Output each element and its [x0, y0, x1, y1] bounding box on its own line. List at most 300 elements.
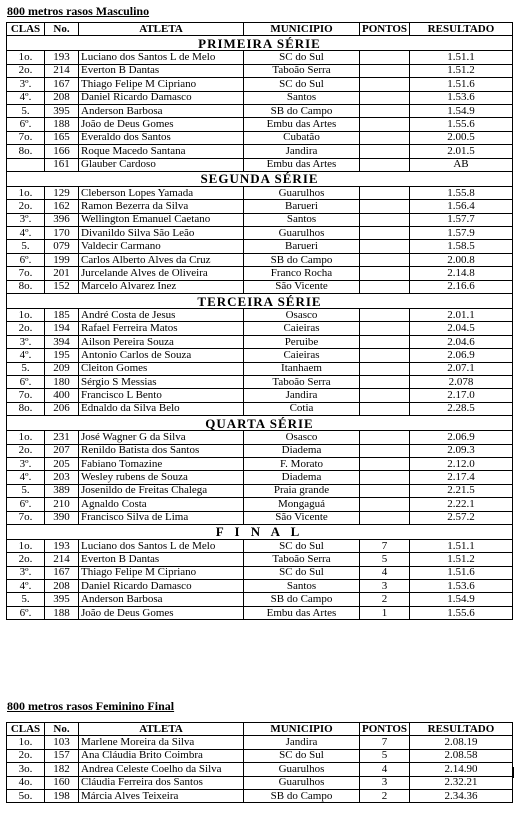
cell-pontos [360, 158, 410, 171]
cell-atleta: Luciano dos Santos L de Melo [79, 539, 244, 552]
header-pontos: PONTOS [360, 23, 410, 36]
cell-resultado: 2.16.6 [410, 280, 513, 293]
series-title: TERCEIRA SÉRIE [7, 294, 513, 309]
cell-atleta: Antonio Carlos de Souza [79, 349, 244, 362]
cell-municipio: Mongaguá [244, 498, 360, 511]
cell-no: 206 [45, 402, 79, 415]
table-row [7, 240, 513, 253]
cell-atleta: Cleiton Gomes [79, 362, 244, 375]
series-header-row [7, 36, 513, 51]
header-resultado: RESULTADO [410, 723, 513, 736]
cell-no: 205 [45, 457, 79, 470]
cell-clas [7, 158, 45, 171]
table-row [7, 375, 513, 388]
cell-resultado: 1.58.5 [410, 240, 513, 253]
cell-pontos [360, 484, 410, 497]
cell-atleta: Jurcelande Alves de Oliveira [79, 267, 244, 280]
table-row [7, 267, 513, 280]
cell-pontos: 5 [360, 553, 410, 566]
cell-resultado: 2.06.9 [410, 349, 513, 362]
cell-no: 079 [45, 240, 79, 253]
cell-clas: 2o. [7, 200, 45, 213]
cell-no: 152 [45, 280, 79, 293]
table-row [7, 145, 513, 158]
cell-clas: 1o. [7, 186, 45, 199]
cell-no: 194 [45, 322, 79, 335]
cell-pontos: 3 [360, 580, 410, 593]
cell-resultado: 2.32.21 [410, 776, 513, 789]
cell-municipio: Diadema [244, 444, 360, 457]
cell-resultado: 2.07.1 [410, 362, 513, 375]
cell-resultado: 2.22.1 [410, 498, 513, 511]
cell-municipio: Taboão Serra [244, 375, 360, 388]
cell-pontos [360, 118, 410, 131]
cell-municipio: Osasco [244, 309, 360, 322]
cell-municipio: Osasco [244, 431, 360, 444]
cell-no: 103 [45, 736, 79, 749]
cell-municipio: SC do Sul [244, 539, 360, 552]
cell-municipio: SB do Campo [244, 104, 360, 117]
cell-pontos: 7 [360, 539, 410, 552]
cell-no: 188 [45, 606, 79, 619]
table-row [7, 789, 513, 802]
cell-clas: 7o. [7, 267, 45, 280]
cell-atleta: Francisco L Bento [79, 389, 244, 402]
cell-no: 157 [45, 749, 79, 762]
cell-pontos [360, 471, 410, 484]
cell-pontos [360, 51, 410, 64]
cell-pontos: 1 [360, 606, 410, 619]
cell-pontos [360, 186, 410, 199]
table-row [7, 253, 513, 266]
cell-resultado: 2.17.4 [410, 471, 513, 484]
cell-clas: 3º. [7, 566, 45, 579]
cell-no: 199 [45, 253, 79, 266]
table-row [7, 511, 513, 524]
text-cursor [512, 767, 514, 778]
table-row [7, 484, 513, 497]
cell-clas: 6º. [7, 375, 45, 388]
cell-resultado: 2.12.0 [410, 457, 513, 470]
cell-no: 214 [45, 64, 79, 77]
cell-no: 394 [45, 335, 79, 348]
cell-resultado: 1.55.6 [410, 606, 513, 619]
table-row [7, 736, 513, 749]
table-row [7, 553, 513, 566]
header-municipio: MUNICIPIO [244, 23, 360, 36]
series-title: PRIMEIRA SÉRIE [7, 36, 513, 51]
cell-municipio: Barueri [244, 200, 360, 213]
cell-pontos [360, 64, 410, 77]
cell-no: 167 [45, 566, 79, 579]
cell-municipio: Embu das Artes [244, 118, 360, 131]
cell-no: 160 [45, 776, 79, 789]
cell-no: 395 [45, 104, 79, 117]
cell-municipio: SB do Campo [244, 593, 360, 606]
cell-resultado: 1.51.6 [410, 566, 513, 579]
cell-pontos [360, 253, 410, 266]
cell-municipio: Guarulhos [244, 763, 360, 776]
table-row [7, 64, 513, 77]
cell-no: 210 [45, 498, 79, 511]
cell-resultado: 2.00.8 [410, 253, 513, 266]
cell-atleta: Agnaldo Costa [79, 498, 244, 511]
cell-municipio: Diadema [244, 471, 360, 484]
cell-clas: 5o. [7, 789, 45, 802]
table-row [7, 471, 513, 484]
cell-clas: 1o. [7, 51, 45, 64]
table-header-row [7, 723, 513, 736]
cell-atleta: Marcelo Alvarez Inez [79, 280, 244, 293]
cell-atleta: Rafael Ferreira Matos [79, 322, 244, 335]
cell-pontos: 5 [360, 749, 410, 762]
cell-municipio: São Vicente [244, 280, 360, 293]
cell-atleta: Divanildo Silva São Leão [79, 227, 244, 240]
cell-no: 193 [45, 51, 79, 64]
cell-resultado: 1.51.2 [410, 553, 513, 566]
cell-pontos [360, 104, 410, 117]
cell-resultado: 1.54.9 [410, 104, 513, 117]
cell-municipio: São Vicente [244, 511, 360, 524]
cell-no: 188 [45, 118, 79, 131]
cell-municipio: SB do Campo [244, 789, 360, 802]
cell-clas: 6º. [7, 118, 45, 131]
cell-no: 203 [45, 471, 79, 484]
series-header-row [7, 416, 513, 431]
cell-clas: 7o. [7, 389, 45, 402]
cell-clas: 1o. [7, 309, 45, 322]
cell-clas: 4º. [7, 349, 45, 362]
cell-no: 231 [45, 431, 79, 444]
cell-resultado: 1.53.6 [410, 91, 513, 104]
cell-atleta: Cláudia Ferreira dos Santos [79, 776, 244, 789]
series-title: QUARTA SÉRIE [7, 416, 513, 431]
cell-atleta: Luciano dos Santos L de Melo [79, 51, 244, 64]
cell-clas: 1o. [7, 736, 45, 749]
table-row [7, 606, 513, 619]
cell-pontos: 4 [360, 763, 410, 776]
table-row [7, 580, 513, 593]
header-no: No. [45, 723, 79, 736]
table-row [7, 431, 513, 444]
series-header-row [7, 524, 513, 539]
cell-atleta: Glauber Cardoso [79, 158, 244, 171]
header-atleta: ATLETA [79, 723, 244, 736]
cell-municipio: F. Morato [244, 457, 360, 470]
cell-no: 400 [45, 389, 79, 402]
series-title: SEGUNDA SÉRIE [7, 171, 513, 186]
cell-municipio: Itanhaem [244, 362, 360, 375]
cell-resultado: 2.078 [410, 375, 513, 388]
cell-resultado: 2.17.0 [410, 389, 513, 402]
cell-clas: 5. [7, 240, 45, 253]
cell-pontos: 7 [360, 736, 410, 749]
cell-atleta: Everaldo dos Santos [79, 131, 244, 144]
cell-no: 161 [45, 158, 79, 171]
cell-municipio: Embu das Artes [244, 158, 360, 171]
cell-clas: 3º. [7, 213, 45, 226]
cell-pontos [360, 145, 410, 158]
table-row [7, 186, 513, 199]
cell-municipio: Caieiras [244, 349, 360, 362]
table-row [7, 362, 513, 375]
table-row [7, 763, 513, 776]
cell-atleta: Renildo Batista dos Santos [79, 444, 244, 457]
cell-no: 180 [45, 375, 79, 388]
cell-clas: 5. [7, 484, 45, 497]
cell-resultado: 2.09.3 [410, 444, 513, 457]
cell-clas: 6º. [7, 498, 45, 511]
table-row [7, 91, 513, 104]
cell-no: 214 [45, 553, 79, 566]
cell-atleta: Thiago Felipe M Cipriano [79, 566, 244, 579]
table-row [7, 200, 513, 213]
results-table-masculino [6, 22, 513, 620]
cell-atleta: Cleberson Lopes Yamada [79, 186, 244, 199]
cell-no: 208 [45, 91, 79, 104]
cell-resultado: 2.00.5 [410, 131, 513, 144]
cell-municipio: SC do Sul [244, 566, 360, 579]
series-header-row [7, 171, 513, 186]
cell-resultado: 1.57.9 [410, 227, 513, 240]
cell-clas: 2o. [7, 444, 45, 457]
cell-atleta: Ailson Pereira Souza [79, 335, 244, 348]
table-row [7, 322, 513, 335]
header-pontos: PONTOS [360, 723, 410, 736]
table-row [7, 498, 513, 511]
cell-atleta: José Wagner G da Silva [79, 431, 244, 444]
cell-pontos [360, 511, 410, 524]
header-clas: CLAS [7, 23, 45, 36]
cell-municipio: Franco Rocha [244, 267, 360, 280]
cell-resultado: 1.51.1 [410, 539, 513, 552]
cell-atleta: Márcia Alves Teixeira [79, 789, 244, 802]
cell-resultado: 2.14.90 [410, 763, 513, 776]
table-row [7, 213, 513, 226]
table-row [7, 444, 513, 457]
cell-clas: 5. [7, 593, 45, 606]
cell-pontos [360, 349, 410, 362]
cell-atleta: Josenildo de Freitas Chalega [79, 484, 244, 497]
cell-clas: 3º. [7, 78, 45, 91]
cell-resultado: 2.14.8 [410, 267, 513, 280]
table-header-row [7, 23, 513, 36]
cell-pontos: 2 [360, 593, 410, 606]
cell-clas: 4º. [7, 580, 45, 593]
cell-pontos [360, 78, 410, 91]
cell-clas: 5. [7, 104, 45, 117]
table-row [7, 158, 513, 171]
table-row [7, 349, 513, 362]
header-resultado: RESULTADO [410, 23, 513, 36]
cell-pontos [360, 267, 410, 280]
header-municipio: MUNICIPIO [244, 723, 360, 736]
cell-clas: 2o. [7, 749, 45, 762]
cell-resultado: 2.04.6 [410, 335, 513, 348]
table-row [7, 51, 513, 64]
cell-resultado: 1.53.6 [410, 580, 513, 593]
cell-resultado: AB [410, 158, 513, 171]
cell-atleta: João de Deus Gomes [79, 118, 244, 131]
cell-atleta: Carlos Alberto Alves da Cruz [79, 253, 244, 266]
table-row [7, 389, 513, 402]
cell-no: 182 [45, 763, 79, 776]
cell-clas: 2o. [7, 322, 45, 335]
table-row [7, 309, 513, 322]
cell-municipio: Guarulhos [244, 227, 360, 240]
section-title-masculino: 800 metros rasos Masculino [7, 4, 150, 18]
cell-no: 170 [45, 227, 79, 240]
cell-pontos [360, 362, 410, 375]
cell-atleta: Thiago Felipe M Cipriano [79, 78, 244, 91]
series-header-row [7, 294, 513, 309]
cell-resultado: 2.28.5 [410, 402, 513, 415]
cell-municipio: Santos [244, 580, 360, 593]
cell-municipio: Guarulhos [244, 186, 360, 199]
cell-no: 395 [45, 593, 79, 606]
cell-atleta: João de Deus Gomes [79, 606, 244, 619]
cell-atleta: Daniel Ricardo Damasco [79, 91, 244, 104]
cell-pontos [360, 375, 410, 388]
cell-municipio: Jandira [244, 389, 360, 402]
cell-resultado: 2.01.5 [410, 145, 513, 158]
header-atleta: ATLETA [79, 23, 244, 36]
cell-clas: 1o. [7, 539, 45, 552]
cell-atleta: Ednaldo da Silva Belo [79, 402, 244, 415]
cell-clas: 3º. [7, 335, 45, 348]
table-row [7, 566, 513, 579]
cell-atleta: Francisco Silva de Lima [79, 511, 244, 524]
cell-clas: 8o. [7, 145, 45, 158]
cell-pontos [360, 389, 410, 402]
cell-no: 201 [45, 267, 79, 280]
table-row [7, 593, 513, 606]
cell-no: 193 [45, 539, 79, 552]
cell-resultado: 2.04.5 [410, 322, 513, 335]
cell-pontos [360, 335, 410, 348]
cell-pontos [360, 91, 410, 104]
cell-clas: 8o. [7, 280, 45, 293]
cell-atleta: Wesley rubens de Souza [79, 471, 244, 484]
cell-resultado: 2.08.19 [410, 736, 513, 749]
table-row [7, 78, 513, 91]
cell-resultado: 2.06.9 [410, 431, 513, 444]
cell-atleta: Roque Macedo Santana [79, 145, 244, 158]
cell-pontos: 4 [360, 566, 410, 579]
cell-clas: 4º. [7, 91, 45, 104]
cell-municipio: Santos [244, 91, 360, 104]
cell-no: 162 [45, 200, 79, 213]
cell-resultado: 2.21.5 [410, 484, 513, 497]
table-row [7, 776, 513, 789]
cell-municipio: Barueri [244, 240, 360, 253]
cell-atleta: Daniel Ricardo Damasco [79, 580, 244, 593]
cell-municipio: SC do Sul [244, 749, 360, 762]
table-row [7, 131, 513, 144]
cell-no: 209 [45, 362, 79, 375]
cell-pontos [360, 322, 410, 335]
cell-no: 396 [45, 213, 79, 226]
cell-clas: 7o. [7, 511, 45, 524]
cell-municipio: Embu das Artes [244, 606, 360, 619]
cell-municipio: Praia grande [244, 484, 360, 497]
cell-municipio: Peruibe [244, 335, 360, 348]
cell-resultado: 1.51.2 [410, 64, 513, 77]
cell-resultado: 2.08.58 [410, 749, 513, 762]
cell-resultado: 1.51.6 [410, 78, 513, 91]
cell-pontos [360, 444, 410, 457]
cell-pontos [360, 200, 410, 213]
cell-atleta: Everton B Dantas [79, 64, 244, 77]
cell-no: 185 [45, 309, 79, 322]
cell-municipio: SB do Campo [244, 253, 360, 266]
cell-municipio: Jandira [244, 145, 360, 158]
cell-pontos [360, 280, 410, 293]
cell-municipio: SC do Sul [244, 51, 360, 64]
cell-pontos: 3 [360, 776, 410, 789]
cell-pontos [360, 498, 410, 511]
cell-no: 207 [45, 444, 79, 457]
cell-municipio: Santos [244, 213, 360, 226]
cell-municipio: Jandira [244, 736, 360, 749]
cell-atleta: Anderson Barbosa [79, 104, 244, 117]
cell-no: 167 [45, 78, 79, 91]
cell-clas: 6º. [7, 253, 45, 266]
cell-municipio: Caieiras [244, 322, 360, 335]
cell-no: 129 [45, 186, 79, 199]
cell-municipio: Cotia [244, 402, 360, 415]
cell-atleta: Sérgio S Messias [79, 375, 244, 388]
cell-no: 208 [45, 580, 79, 593]
cell-resultado: 1.54.9 [410, 593, 513, 606]
header-no: No. [45, 23, 79, 36]
cell-clas: 8o. [7, 402, 45, 415]
cell-clas: 4º. [7, 471, 45, 484]
cell-municipio: Guarulhos [244, 776, 360, 789]
cell-atleta: Wellington Emanuel Caetano [79, 213, 244, 226]
cell-atleta: Andrea Celeste Coelho da Silva [79, 763, 244, 776]
cell-pontos [360, 457, 410, 470]
results-body-masculino [7, 36, 513, 620]
cell-atleta: Marlene Moreira da Silva [79, 736, 244, 749]
cell-atleta: André Costa de Jesus [79, 309, 244, 322]
cell-resultado: 1.51.1 [410, 51, 513, 64]
cell-atleta: Anderson Barbosa [79, 593, 244, 606]
cell-resultado: 1.57.7 [410, 213, 513, 226]
cell-pontos [360, 431, 410, 444]
table-row [7, 227, 513, 240]
table-row [7, 457, 513, 470]
cell-resultado: 2.01.1 [410, 309, 513, 322]
cell-no: 390 [45, 511, 79, 524]
cell-resultado: 1.55.8 [410, 186, 513, 199]
section-title-feminino: 800 metros rasos Feminino Final [7, 699, 175, 713]
cell-pontos [360, 131, 410, 144]
cell-pontos [360, 213, 410, 226]
cell-clas: 7o. [7, 131, 45, 144]
cell-resultado: 2.57.2 [410, 511, 513, 524]
cell-no: 389 [45, 484, 79, 497]
cell-pontos: 2 [360, 789, 410, 802]
cell-no: 166 [45, 145, 79, 158]
results-table-feminino [6, 722, 513, 803]
table-row [7, 104, 513, 117]
cell-municipio: Taboão Serra [244, 553, 360, 566]
cell-clas: 4o. [7, 776, 45, 789]
results-body-feminino [7, 736, 513, 803]
cell-atleta: Fabiano Tomazine [79, 457, 244, 470]
cell-clas: 5. [7, 362, 45, 375]
